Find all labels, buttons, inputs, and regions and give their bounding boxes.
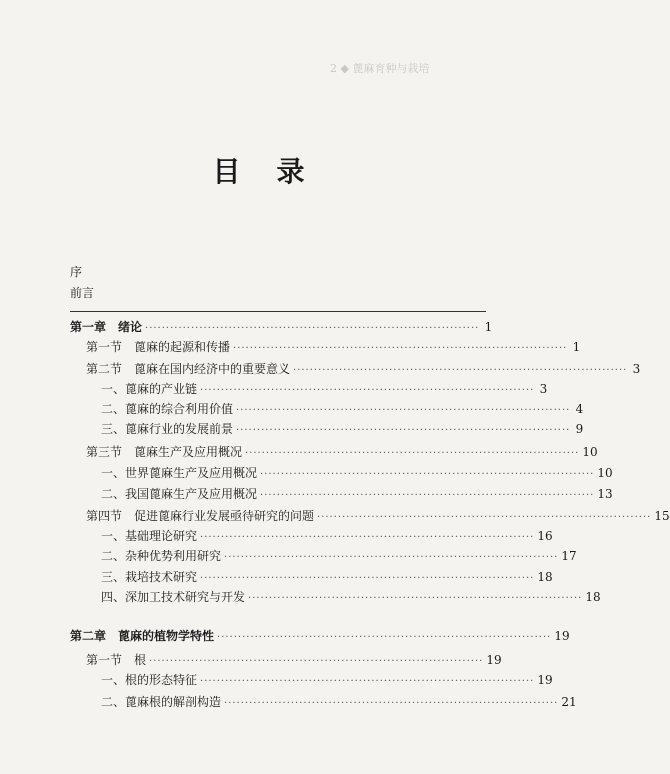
toc-leader-dots: ················································································ [200,532,535,543]
toc-page-number: 10 [597,466,613,480]
toc-entry-title: 第三节 蓖麻生产及应用概况 [86,445,243,459]
toc-leader-dots: ················································································ [149,656,484,667]
toc-entry [101,588,601,605]
toc-entry [101,400,584,417]
toc-leader-dots: ················································································ [248,593,583,604]
toc-entry [86,443,598,460]
toc-entry-title: 四、深加工技术研究与开发 [101,590,246,604]
bleed-through-header: 2 ◆ 蓖麻育种与栽培 [330,62,430,75]
toc-entry [101,485,613,502]
toc-leader-dots: ················································································ [260,469,595,480]
toc-entry [70,318,493,335]
toc-page-number: 17 [561,549,577,563]
toc-entry-title: 一、世界蓖麻生产及应用概况 [101,466,258,480]
toc-entry-title: 一、根的形态特征 [101,673,198,687]
toc-page-number: 3 [632,362,641,376]
toc-leader-dots: ················································································ [145,323,480,334]
toc-page-number: 3 [539,382,548,396]
toc-entry [70,627,570,644]
toc-leader-dots: ················································································ [233,343,568,354]
toc-page-number: 4 [575,402,584,416]
toc-entry [101,693,577,710]
toc-page-number: 19 [486,653,502,667]
toc-entry [101,380,548,397]
toc-leader-dots: ················································································ [236,425,571,436]
toc-entry [101,464,613,481]
toc-page-number: 19 [554,629,570,643]
toc-leader-dots: ················································································ [217,632,552,643]
toc-entry [86,507,670,524]
toc-leader-dots: ················································································ [293,365,628,376]
toc-page-number: 16 [537,529,553,543]
toc-page-number: 10 [582,445,598,459]
toc-entry [101,420,584,437]
toc-entry-title: 第一章 绪论 [70,320,143,334]
toc-page-number: 15 [654,509,670,523]
toc-entry-title: 第二章 蓖麻的植物学特性 [70,629,215,643]
toc-entry-title: 三、蓖麻行业的发展前景 [101,422,234,436]
toc-entry-title: 三、栽培技术研究 [101,570,198,584]
toc-leader-dots: ················································································ [200,573,535,584]
toc-entry-title: 第四节 促进蓖麻行业发展亟待研究的问题 [86,509,315,523]
front-matter-foreword: 前言 [70,286,95,300]
toc-page-number: 21 [561,695,577,709]
toc-leader-dots: ················································································ [236,405,571,416]
page-title: 目录 [212,155,341,188]
toc-page-number: 18 [537,570,553,584]
toc-leader-dots: ················································································ [224,698,559,709]
toc-entry-title: 一、蓖麻的产业链 [101,382,198,396]
toc-entry-title: 二、杂种优势利用研究 [101,549,222,563]
toc-entry [101,547,577,564]
toc-entry [101,527,553,544]
toc-leader-dots: ················································································ [260,490,595,501]
toc-entry [86,651,502,668]
toc-page-number: 9 [575,422,584,436]
toc-entry [101,568,553,585]
toc-page-number: 1 [484,320,493,334]
toc-page-number: 19 [537,673,553,687]
toc-leader-dots: ················································································ [200,385,535,396]
toc-entry-title: 二、蓖麻根的解剖构造 [101,695,222,709]
toc-page-number: 1 [572,340,581,354]
toc-page-number: 18 [585,590,601,604]
toc-entry [86,360,641,377]
toc-entry-title: 第一节 根 [86,653,147,667]
toc-entry-title: 第二节 蓖麻在国内经济中的重要意义 [86,362,291,376]
toc-leader-dots: ················································································ [200,676,535,687]
toc-leader-dots: ················································································ [224,552,559,563]
toc-leader-dots: ················································································ [245,448,580,459]
toc-entry-title: 一、基础理论研究 [101,529,198,543]
toc-entry-title: 二、蓖麻的综合利用价值 [101,402,234,416]
toc-entry [86,338,581,355]
toc-entry-title: 第一节 蓖麻的起源和传播 [86,340,231,354]
toc-entry [101,671,553,688]
toc-leader-dots: ················································································ [317,512,652,523]
toc-rule [70,311,486,312]
front-matter-preface: 序 [70,265,83,279]
toc-entry-title: 二、我国蓖麻生产及应用概况 [101,487,258,501]
toc-page-number: 13 [597,487,613,501]
